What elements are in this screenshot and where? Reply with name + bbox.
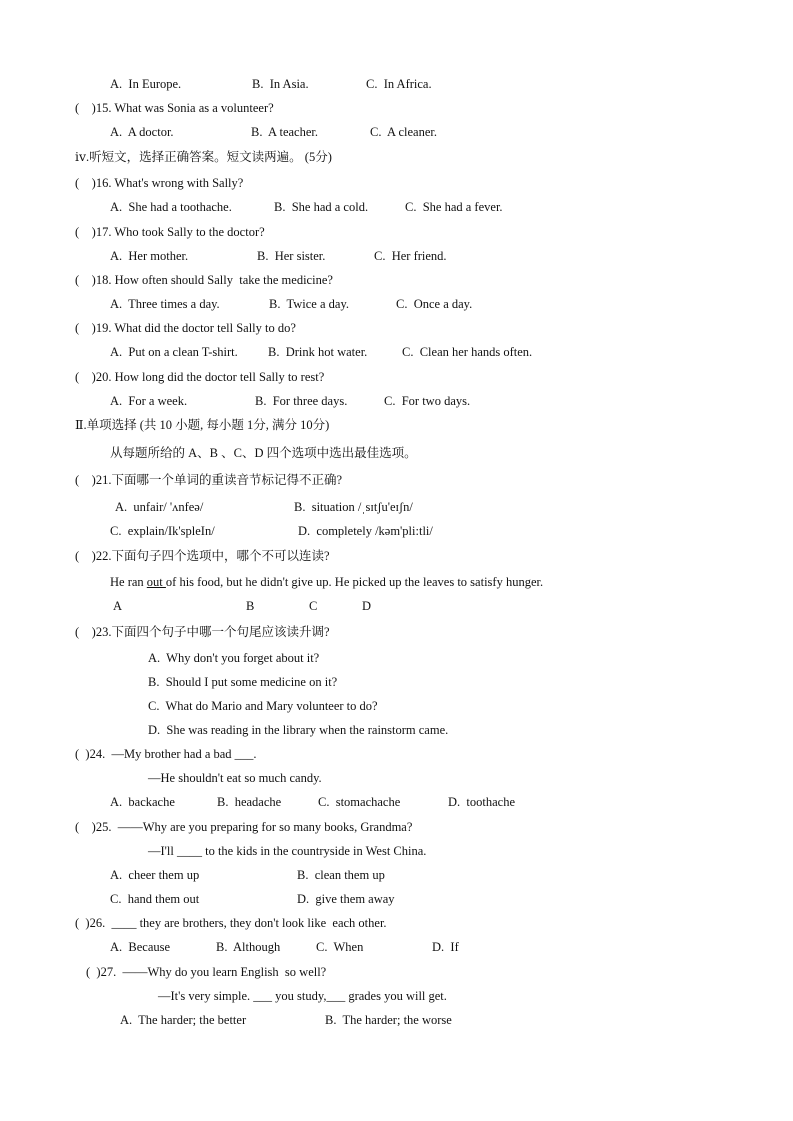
q21-option-d[interactable]: D. completely /kəm'pli:tli/	[298, 524, 433, 538]
q24-option-b[interactable]: B. headache	[217, 795, 282, 809]
q23-option-c[interactable]: C. What do Mario and Mary volunteer to do?	[148, 699, 378, 713]
section-ii-heading: Ⅱ.单项选择 (共 10 小题, 每小题 1分, 满分 10分)	[75, 418, 330, 432]
q22-sentence-pre: He ran	[110, 575, 147, 589]
q19-option-c[interactable]: C. Clean her hands often.	[402, 345, 533, 359]
q18-option-a[interactable]: A. Three times a day.	[110, 297, 220, 311]
q24-stem: ( )24. —My brother had a bad ___.	[75, 747, 257, 761]
q23-stem: ( )23.下面四个句子中哪一个句尾应该读升调?	[75, 625, 330, 639]
q16-option-b[interactable]: B. She had a cold.	[274, 200, 369, 214]
q22-sentence-underlined: out	[146, 575, 166, 589]
q20-stem: ( )20. How long did the doctor tell Sally to rest?	[75, 370, 325, 384]
q24-option-c[interactable]: C. stomachache	[318, 795, 401, 809]
q26-stem: ( )26. ____ they are brothers, they don't look like each other.	[75, 916, 387, 930]
q25-option-a[interactable]: A. cheer them up	[110, 868, 200, 882]
q16-stem: ( )16. What's wrong with Sally?	[75, 176, 244, 190]
q14-option-c[interactable]: C. In Africa.	[366, 77, 432, 91]
q16-option-a[interactable]: A. She had a toothache.	[110, 200, 232, 214]
q17-option-a[interactable]: A. Her mother.	[110, 249, 189, 263]
q18-stem: ( )18. How often should Sally take the medicine?	[75, 273, 333, 287]
q22-option-d[interactable]: D	[362, 599, 372, 613]
q19-option-a[interactable]: A. Put on a clean T-shirt.	[110, 345, 238, 359]
q15-stem: ( )15. What was Sonia as a volunteer?	[75, 101, 274, 115]
q21-option-c[interactable]: C. explain/Ik'spleIn/	[110, 524, 215, 538]
q24-option-d[interactable]: D. toothache	[448, 795, 515, 809]
q22-option-a[interactable]: A	[113, 599, 123, 613]
q22-stem: ( )22.下面句子四个选项中，哪个不可以连读?	[75, 549, 330, 563]
q15-option-b[interactable]: B. A teacher.	[251, 125, 318, 139]
q17-option-b[interactable]: B. Her sister.	[257, 249, 326, 263]
q23-option-d[interactable]: D. She was reading in the library when the rainstorm came.	[148, 723, 449, 737]
q19-stem: ( )19. What did the doctor tell Sally to do?	[75, 321, 296, 335]
q26-option-d[interactable]: D. If	[432, 940, 459, 954]
q15-option-c[interactable]: C. A cleaner.	[370, 125, 437, 139]
q27-option-b[interactable]: B. The harder; the worse	[325, 1013, 452, 1027]
q22-sentence	[110, 574, 543, 590]
q14-option-b[interactable]: B. In Asia.	[252, 77, 309, 91]
section-ii-instructions: 从每题所给的 A、B 、C、D 四个选项中选出最佳选项。	[110, 446, 417, 460]
q17-stem: ( )17. Who took Sally to the doctor?	[75, 225, 265, 239]
q21-option-a[interactable]: A. unfair/ 'ʌnfeə/	[115, 500, 204, 514]
q25-option-c[interactable]: C. hand them out	[110, 892, 200, 906]
q25-stem: ( )25. ——Why are you preparing for so many books, Grandma?	[75, 820, 413, 834]
q27-option-a[interactable]: A. The harder; the better	[120, 1013, 247, 1027]
q25-response: —I'll ____ to the kids in the countryside in West China.	[148, 844, 427, 858]
q26-option-b[interactable]: B. Although	[216, 940, 281, 954]
q26-option-c[interactable]: C. When	[316, 940, 364, 954]
q27-stem: ( )27. ——Why do you learn English so well?	[86, 965, 327, 979]
q22-sentence-post: of his food, but he didn't give up. He picked up the leaves to satisfy hunger.	[165, 575, 544, 589]
q18-option-c[interactable]: C. Once a day.	[396, 297, 473, 311]
q17-option-c[interactable]: C. Her friend.	[374, 249, 447, 263]
q24-option-a[interactable]: A. backache	[110, 795, 175, 809]
q20-option-b[interactable]: B. For three days.	[255, 394, 348, 408]
q16-option-c[interactable]: C. She had a fever.	[405, 200, 503, 214]
section-iv-heading: ⅳ.听短文，选择正确答案。短文读两遍。 (5分)	[75, 150, 332, 164]
q25-option-d[interactable]: D. give them away	[297, 892, 395, 906]
q20-option-a[interactable]: A. For a week.	[110, 394, 188, 408]
q25-option-b[interactable]: B. clean them up	[297, 868, 385, 882]
q24-response: —He shouldn't eat so much candy.	[148, 771, 322, 785]
q18-option-b[interactable]: B. Twice a day.	[269, 297, 350, 311]
q19-option-b[interactable]: B. Drink hot water.	[268, 345, 368, 359]
q14-option-a[interactable]: A. In Europe.	[110, 77, 182, 91]
q21-option-b[interactable]: B. situation /ˌsɪtʃu'eɪʃn/	[294, 500, 413, 514]
q23-option-a[interactable]: A. Why don't you forget about it?	[148, 651, 320, 665]
q22-option-c[interactable]: C	[309, 599, 318, 613]
q21-stem: ( )21.下面哪一个单词的重读音节标记得不正确?	[75, 473, 342, 487]
q15-option-a[interactable]: A. A doctor.	[110, 125, 174, 139]
q27-response: —It's very simple. ___ you study,___ grades you will get.	[158, 989, 447, 1003]
q22-option-b[interactable]: B	[246, 599, 255, 613]
q23-option-b[interactable]: B. Should I put some medicine on it?	[148, 675, 338, 689]
q20-option-c[interactable]: C. For two days.	[384, 394, 471, 408]
q26-option-a[interactable]: A. Because	[110, 940, 171, 954]
